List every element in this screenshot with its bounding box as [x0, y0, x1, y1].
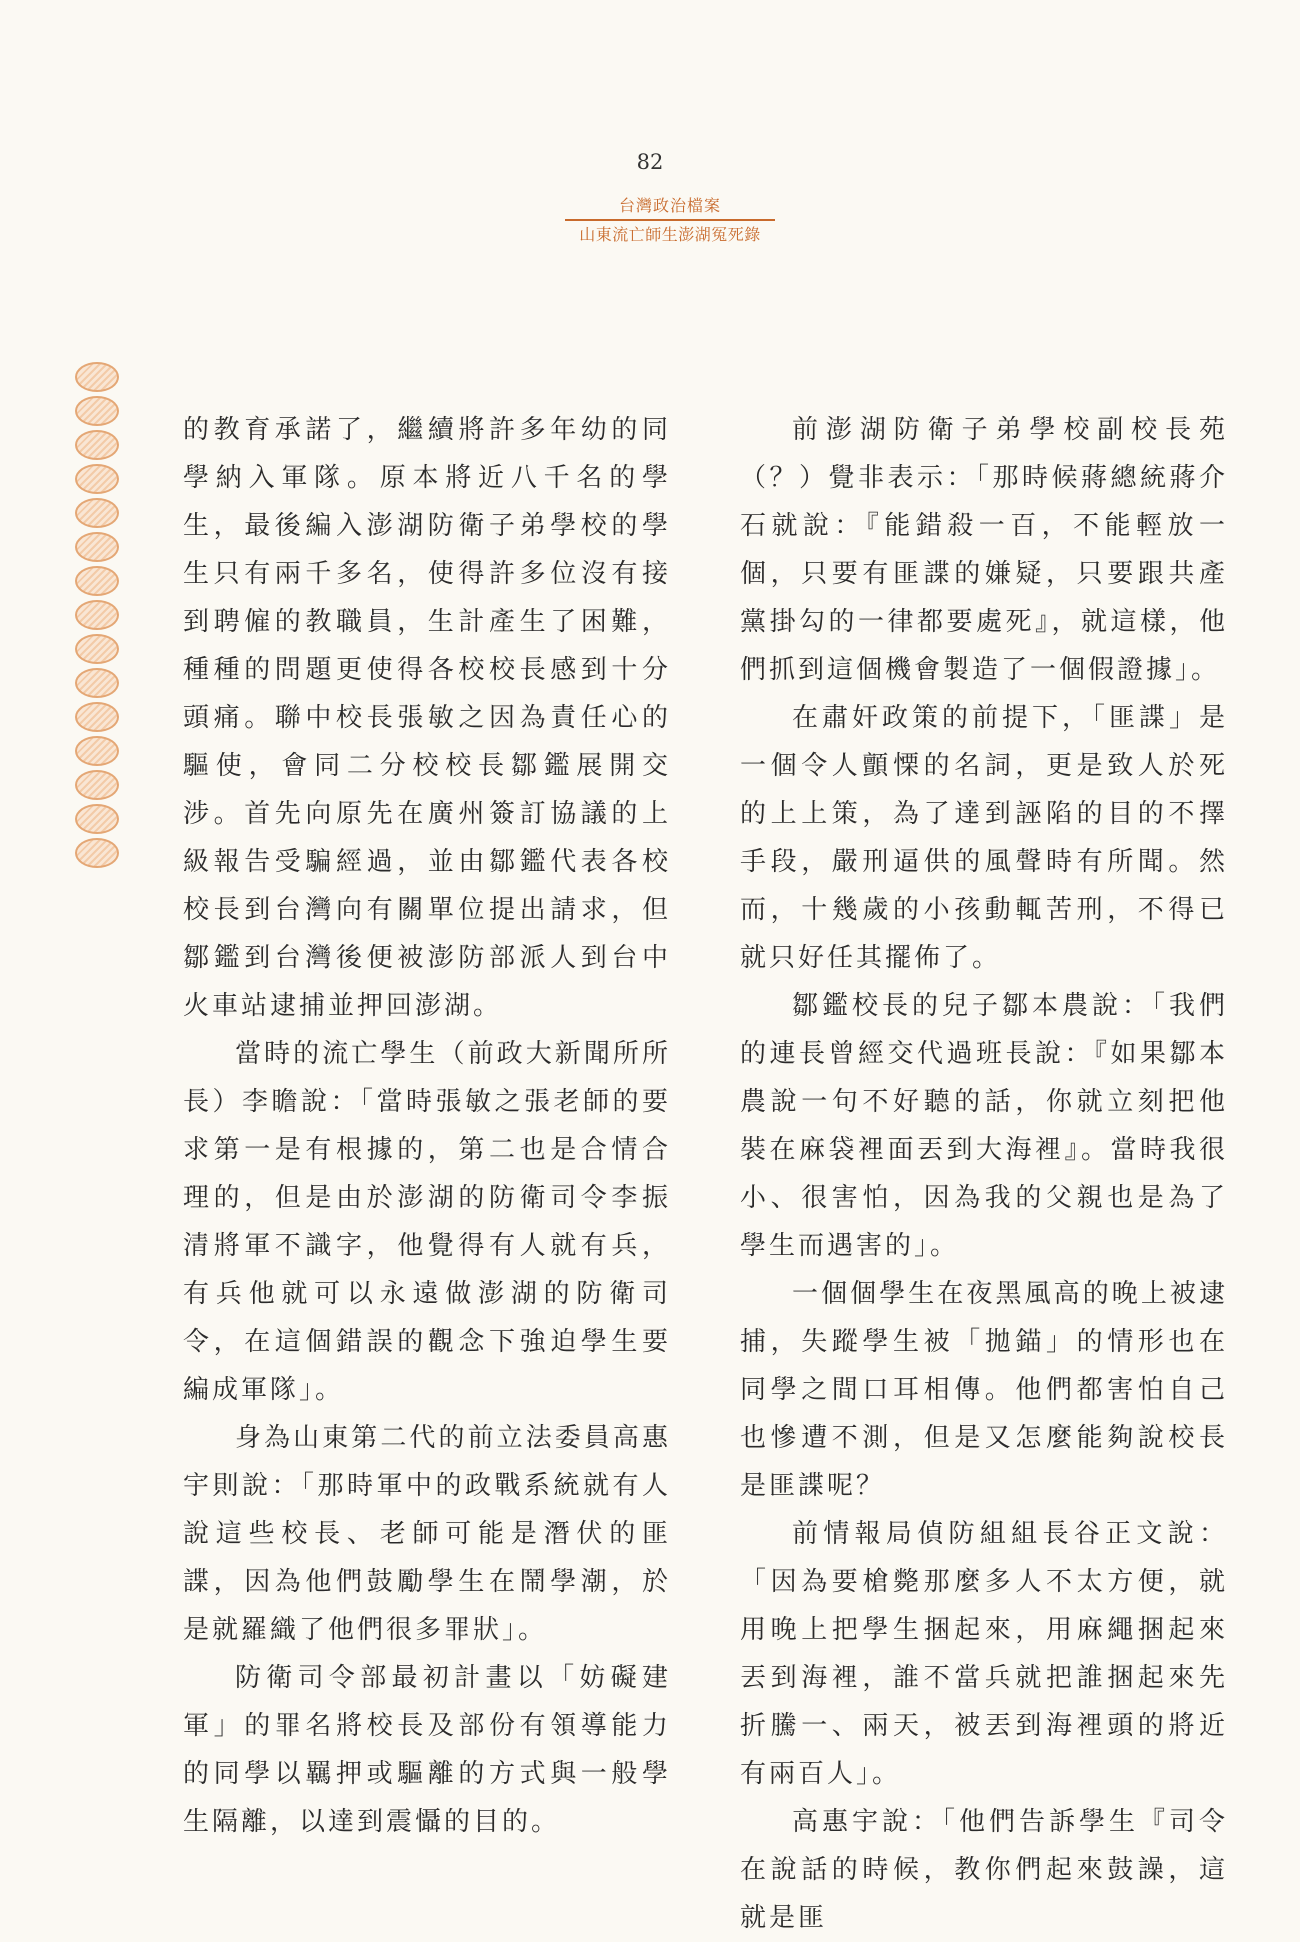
right-text-column: [740, 406, 1228, 1942]
header-rule: [565, 219, 775, 221]
paragraph: 防衛司令部最初計畫以「妨礙建軍」的罪名將校長及部份有領導能力的同學以羈押或驅離的方式與一般學生隔離，以達到震懾的目的。: [183, 1663, 671, 1837]
series-title: 台灣政治檔案: [618, 196, 721, 215]
ornament-oval: [75, 634, 119, 664]
paragraph: 身為山東第二代的前立法委員高惠宇則說：「那時軍中的政戰系統就有人說這些校長、老師可能是潛伏的匪諜，因為他們鼓勵學生在鬧學潮，於是就羅織了他們很多罪狀」。: [183, 1423, 671, 1645]
paragraph: 前澎湖防衛子弟學校副校長苑（？）覺非表示：「那時候蔣總統蔣介石就說：『能錯殺一百，不能輕放一個，只要有匪諜的嫌疑，只要跟共產黨掛勾的一律都要處死』，就這樣，他們抓到這個機會製造了一個假證據」。: [740, 415, 1228, 685]
paragraph: 高惠宇說：「他們告訴學生『司令在說話的時候，教你們起來鼓譟，這就是匪: [740, 1807, 1228, 1933]
paragraph: 在肅奸政策的前提下，「匪諜」是一個令人顫慄的名詞，更是致人於死的上上策，為了達到誣陷的目的不擇手段，嚴刑逼供的風聲時有所聞。然而，十幾歲的小孩動輒苦刑，不得已就只好任其擺佈了。: [740, 703, 1228, 973]
oval-chain-ornament-icon: [73, 362, 123, 872]
paragraph: 的教育承諾了，繼續將許多年幼的同學納入軍隊。原本將近八千名的學生，最後編入澎湖防衛子弟學校的學生只有兩千多名，使得許多位沒有接到聘僱的教職員，生計產生了困難，種種的問題更使得各校校長感到十分頭痛。聯中校長張敏之因為責任心的驅使，會同二分校校長鄒鑑展開交涉。首先向原先在廣州簽訂協議的上級報告受騙經過，並由鄒鑑代表各校校長到台灣向有關單位提出請求，但鄒鑑到台灣後便被澎防部派人到台中火車站逮捕並押回澎湖。: [183, 415, 671, 1021]
left-text-column: [183, 406, 671, 1846]
ornament-oval: [75, 600, 119, 630]
paragraph: 鄒鑑校長的兒子鄒本農說：「我們的連長曾經交代過班長說：『如果鄒本農說一句不好聽的話，你就立刻把他裝在麻袋裡面丟到大海裡』。當時我很小、很害怕，因為我的父親也是為了學生而遇害的」。: [740, 991, 1228, 1261]
ornament-oval: [75, 736, 119, 766]
ornament-oval: [75, 702, 119, 732]
paragraph: 前情報局偵防組組長谷正文說：「因為要槍斃那麼多人不太方便，就用晚上把學生捆起來，用麻繩捆起來丟到海裡，誰不當兵就把誰捆起來先折騰一、兩天，被丟到海裡頭的將近有兩百人」。: [740, 1519, 1228, 1789]
paragraph: 當時的流亡學生（前政大新聞所所長）李瞻說：「當時張敏之張老師的要求第一是有根據的，第二也是合情合理的，但是由於澎湖的防衛司令李振清將軍不識字，他覺得有人就有兵，有兵他就可以永遠做澎湖的防衛司令，在這個錯誤的觀念下強迫學生要編成軍隊」。: [183, 1039, 671, 1405]
running-header: [565, 196, 775, 245]
ornament-oval: [75, 804, 119, 834]
ornament-oval: [75, 498, 119, 528]
ornament-oval: [75, 532, 119, 562]
ornament-oval: [75, 566, 119, 596]
book-title: 山東流亡師生澎湖冤死錄: [579, 224, 761, 244]
ornament-oval: [75, 838, 119, 868]
paragraph: 一個個學生在夜黑風高的晚上被逮捕，失蹤學生被「拋錨」的情形也在同學之間口耳相傳。他們都害怕自己也慘遭不測，但是又怎麼能夠說校長是匪諜呢？: [740, 1279, 1228, 1501]
page-number: 82: [636, 150, 664, 174]
ornament-oval: [75, 396, 119, 426]
ornament-oval: [75, 362, 119, 392]
ornament-oval: [75, 668, 119, 698]
ornament-oval: [75, 430, 119, 460]
ornament-oval: [75, 770, 119, 800]
ornament-oval: [75, 464, 119, 494]
